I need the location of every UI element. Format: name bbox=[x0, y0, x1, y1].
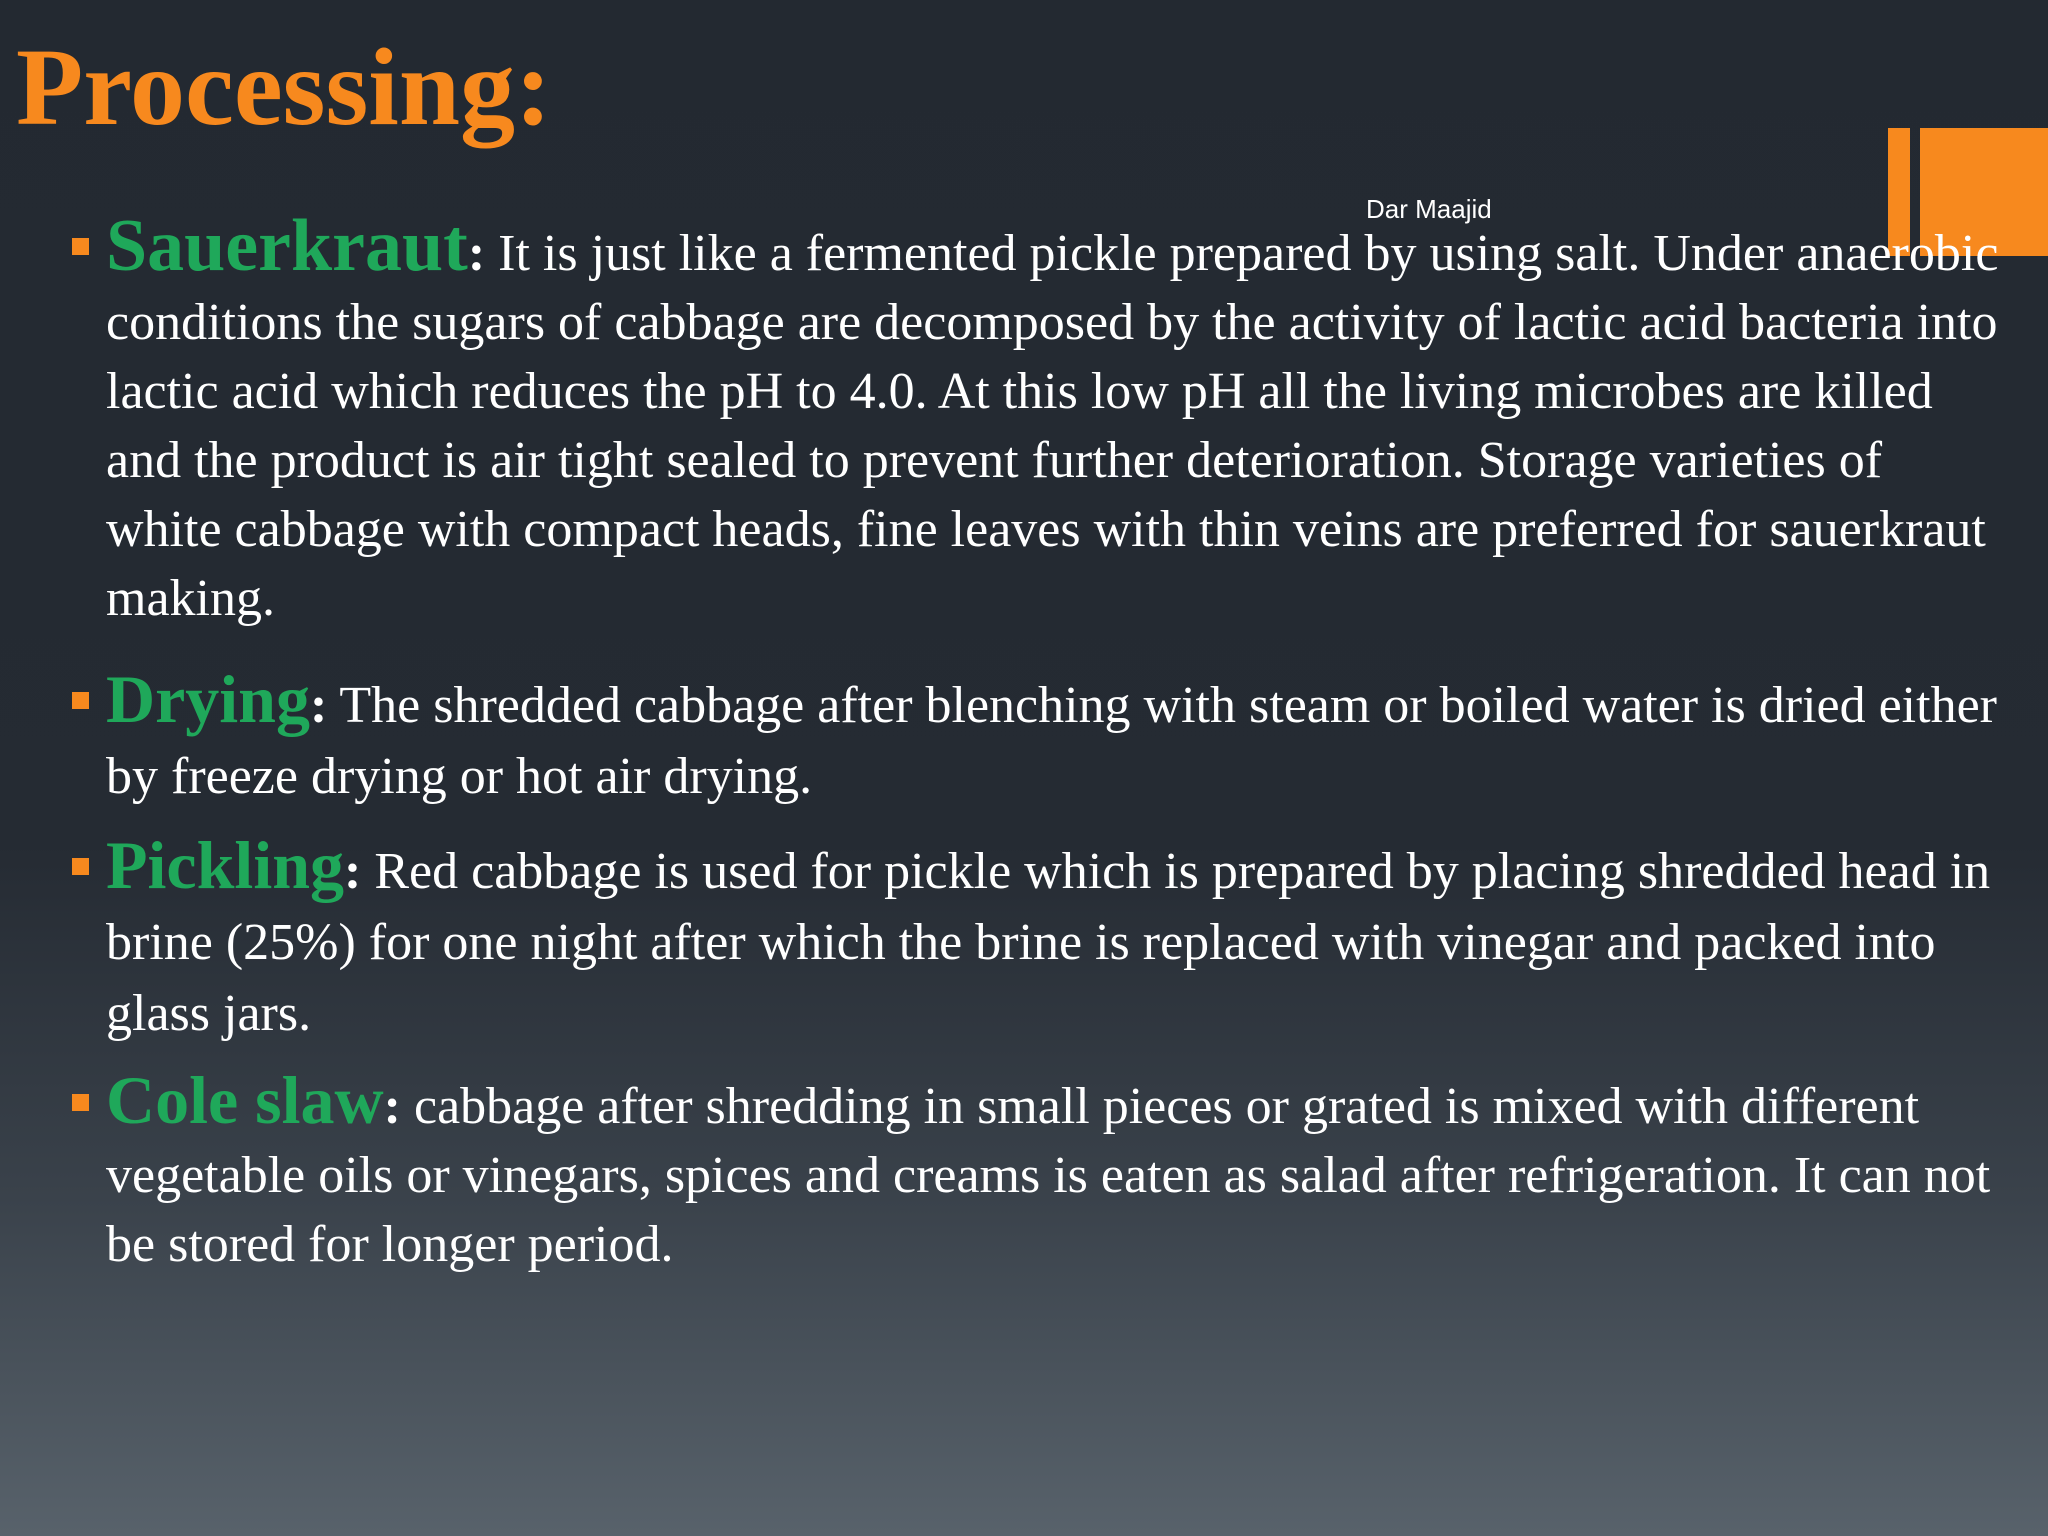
bullet-text: It is just like a fermented pickle prepared by using salt. Under anaerobic conditions the sugars of cabbage are decomposed by the activity of lactic acid bacteria into lactic acid which reduces the pH to 4.0. At this low pH all the living microbes are killed and the product is air tight sealed to prevent further deterioration. Storage varieties of white cabbage with compact heads, fine leaves with thin veins are preferred for sauerkraut making. bbox=[106, 225, 1999, 627]
bullet-term: Drying bbox=[106, 661, 310, 737]
bullet-text: cabbage after shredding in small pieces or grated is mixed with different vegetable oils or vinegars, spices and creams is eaten as salad after refrigeration. It can not be stored for longer period. bbox=[106, 1078, 1991, 1273]
bullet-term: Cole slaw bbox=[106, 1062, 384, 1138]
bullet-separator: : bbox=[310, 677, 328, 734]
author-label: Dar Maajid bbox=[1366, 194, 1492, 224]
bullet-item-drying bbox=[106, 661, 2006, 812]
bullet-term: Pickling bbox=[106, 827, 345, 903]
bullet-square-icon bbox=[72, 238, 89, 255]
bullet-separator: : bbox=[383, 1078, 401, 1135]
bullet-item-pickling bbox=[106, 827, 2006, 1049]
bullet-separator: : bbox=[467, 225, 486, 282]
bullet-square-icon bbox=[72, 1094, 89, 1111]
slide-title: Processing: bbox=[16, 26, 552, 148]
bullet-text: The shredded cabbage after blenching with steam or boiled water is dried either by freeze drying or hot air drying. bbox=[106, 677, 1997, 805]
bullet-square-icon bbox=[72, 858, 89, 875]
bullet-square-icon bbox=[72, 692, 89, 709]
bullet-term: Sauerkraut bbox=[106, 205, 468, 287]
bullet-item-cole-slaw bbox=[106, 1062, 2006, 1279]
bullet-text: Red cabbage is used for pickle which is prepared by placing shredded head in brine (25%) for one night after which the brine is replaced with vinegar and packed into glass jars. bbox=[106, 843, 1991, 1042]
bullet-separator: : bbox=[344, 843, 362, 900]
